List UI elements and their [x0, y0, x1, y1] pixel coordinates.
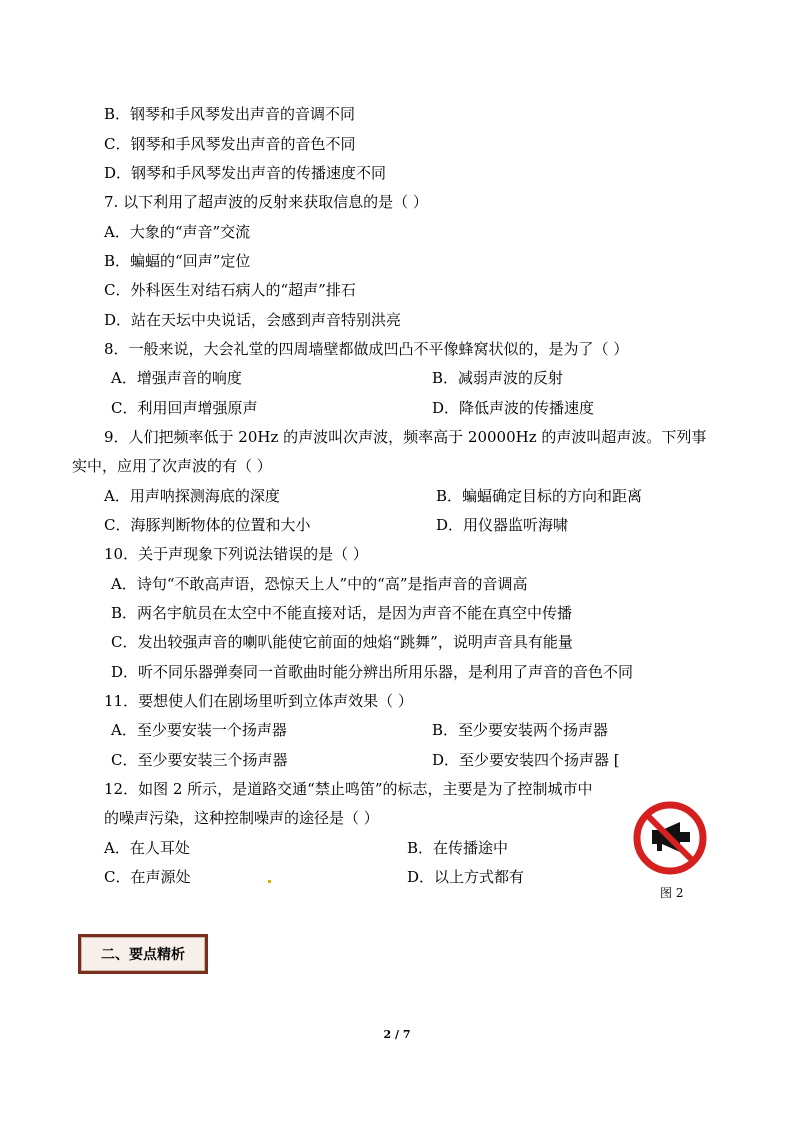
q8-option-d: D．降低声波的传播速度	[432, 399, 595, 417]
q11-option-c: C．至少要安装三个扬声器	[111, 751, 288, 769]
q8-option-a: A．增强声音的响度	[111, 369, 242, 387]
q6-option-d: D．钢琴和手风琴发出声音的传播速度不同	[104, 164, 387, 182]
q8-option-c: C．利用回声增强原声	[111, 399, 258, 417]
q12-option-c: C．在声源处	[104, 868, 191, 886]
q11-option-b: B．至少要安装两个扬声器	[432, 721, 609, 739]
q9-stem-line1: 9．人们把频率低于 20Hz 的声波叫次声波，频率高于 20000Hz 的声波叫超声波。下列事	[104, 428, 707, 446]
q8-stem: 8．一般来说，大会礼堂的四周墙壁都做成凹凸不平像蜂窝状似的，是为了（ ）	[104, 340, 629, 358]
page-number: 2 / 7	[383, 1028, 411, 1041]
q12-option-a: A．在人耳处	[104, 839, 190, 857]
section-title: 二、要点精析	[81, 937, 205, 971]
q11-option-d: D．至少要安装四个扬声器 [	[432, 751, 620, 769]
q9-option-a: A．用声呐探测海底的深度	[104, 487, 280, 505]
q10-option-a: A．诗句“不敢高声语，恐惊天上人”中的“高”是指声音的音调高	[111, 575, 528, 593]
q8-option-b: B．减弱声波的反射	[432, 369, 564, 387]
q11-option-a: A．至少要安装一个扬声器	[111, 721, 287, 739]
figure-caption: 图 2	[660, 886, 684, 900]
q12-stem-line1: 12．如图 2 所示，是道路交通“禁止鸣笛”的标志，主要是为了控制城市中	[104, 780, 593, 798]
q9-option-d: D．用仪器监听海啸	[436, 516, 569, 534]
q10-option-d: D．听不同乐器弹奏同一首歌曲时能分辨出所用乐器，是利用了声音的音色不同	[111, 663, 634, 681]
q7-stem: 7. 以下利用了超声波的反射来获取信息的是（ ）	[104, 193, 428, 211]
q11-stem: 11．要想使人们在剧场里听到立体声效果（ ）	[104, 692, 413, 710]
q7-option-d: D．站在天坛中央说话，会感到声音特别洪亮	[104, 311, 402, 329]
q7-option-a: A．大象的“声音”交流	[104, 223, 251, 241]
q12-option-d: D．以上方式都有	[407, 868, 525, 886]
q12-option-b: B．在传播途中	[407, 839, 509, 857]
q6-option-b: B．钢琴和手风琴发出声音的音调不同	[104, 105, 356, 123]
q7-option-b: B．蝙蝠的“回声”定位	[104, 252, 251, 270]
q12-stem-line2: 的噪声污染，这种控制噪声的途径是（ ）	[104, 809, 379, 827]
no-honking-sign-icon	[632, 800, 708, 876]
stray-mark	[268, 880, 271, 883]
q9-stem-line2: 实中，应用了次声波的有（ ）	[72, 457, 272, 475]
q6-option-c: C．钢琴和手风琴发出声音的音色不同	[104, 135, 356, 153]
section-heading-box	[78, 934, 208, 974]
q9-option-c: C．海豚判断物体的位置和大小	[104, 516, 311, 534]
q10-option-b: B．两名宇航员在太空中不能直接对话，是因为声音不能在真空中传播	[111, 604, 573, 622]
q10-option-c: C．发出较强声音的喇叭能使它前面的烛焰“跳舞”，说明声音具有能量	[111, 633, 573, 651]
q10-stem: 10．关于声现象下列说法错误的是（ ）	[104, 545, 368, 563]
q9-option-b: B．蝙蝠确定目标的方向和距离	[436, 487, 643, 505]
q7-option-c: C．外科医生对结石病人的“超声”排石	[104, 281, 356, 299]
